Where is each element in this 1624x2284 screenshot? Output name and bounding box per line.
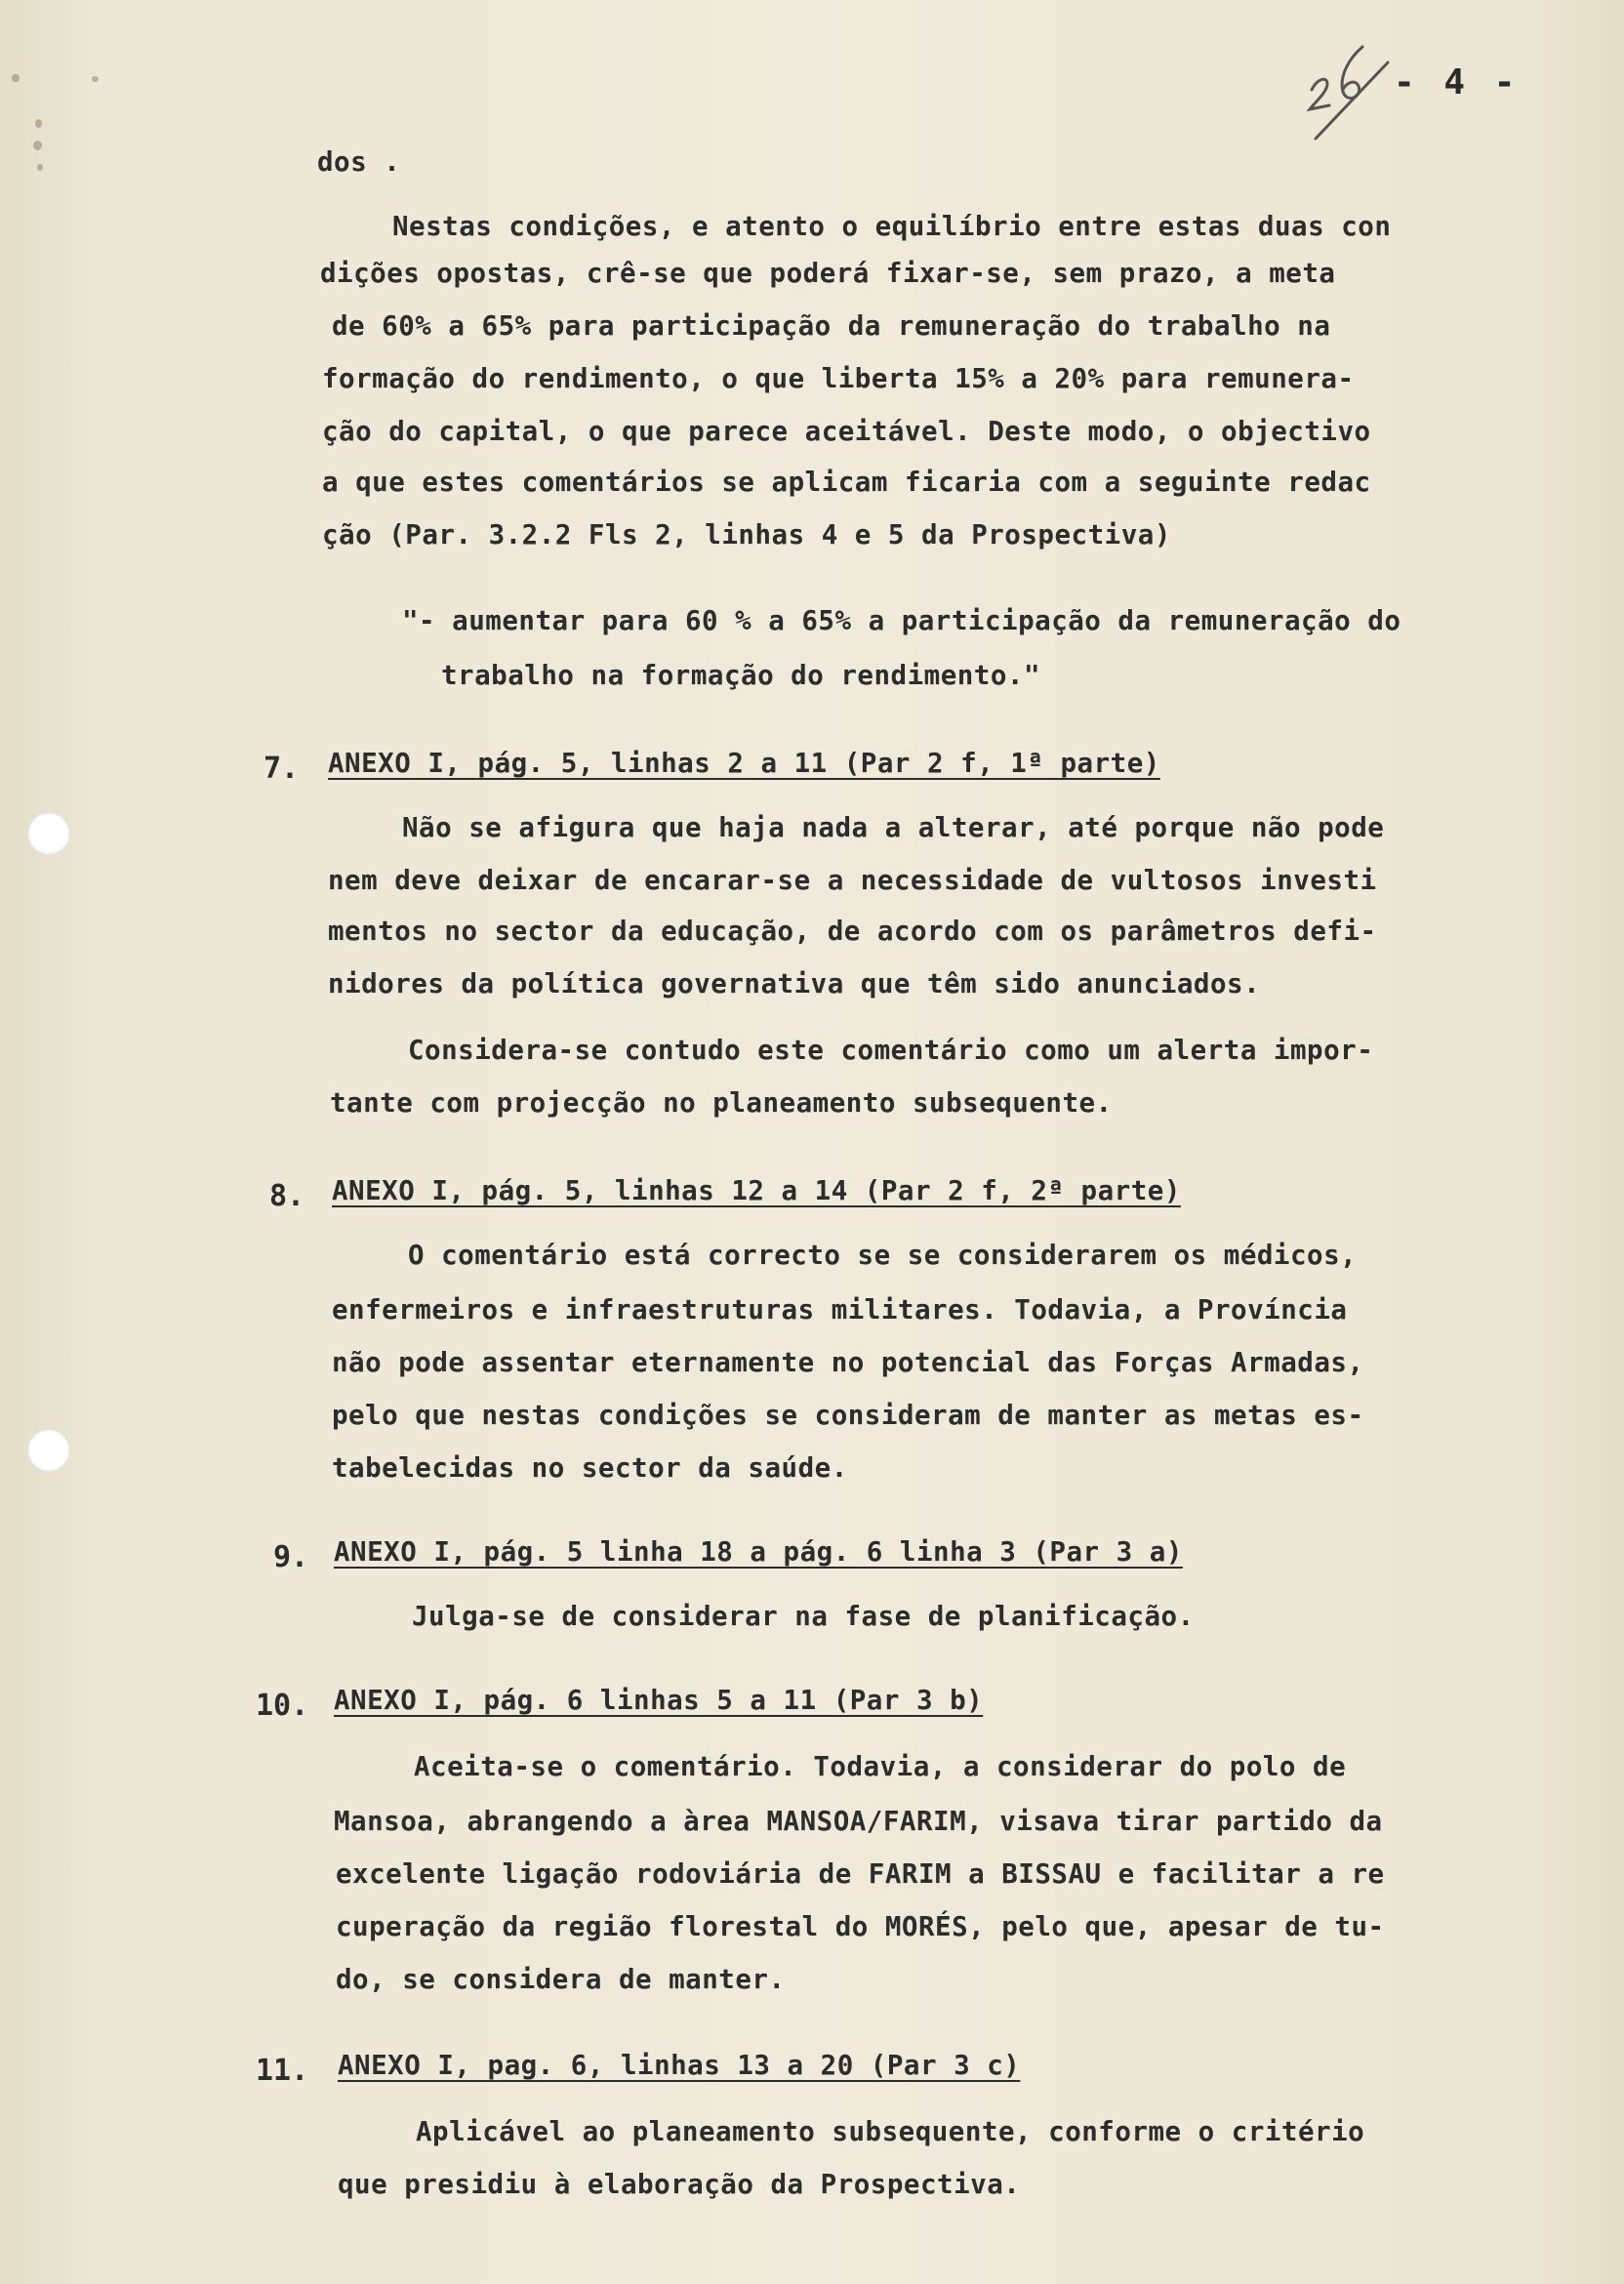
text-line: tante com projecção no planeamento subsequente. bbox=[330, 1087, 1113, 1119]
section-heading: ANEXO I, pag. 6, linhas 13 a 20 (Par 3 c) bbox=[338, 2050, 1021, 2081]
quoted-line: "- aumentar para 60 % a 65% a participação da remuneração do bbox=[402, 605, 1401, 636]
text-line: Mansoa, abrangendo a àrea MANSOA/FARIM, visava tirar partido da bbox=[334, 1806, 1383, 1837]
text-line: O comentário está correcto se se considerarem os médicos, bbox=[408, 1240, 1358, 1271]
text-line: dições opostas, crê-se que poderá fixar-se, sem prazo, a meta bbox=[320, 258, 1336, 289]
text-line: ção do capital, o que parece aceitável. Deste modo, o objectivo bbox=[322, 416, 1371, 447]
quoted-line: trabalho na formação do rendimento." bbox=[441, 660, 1041, 691]
text-line: formação do rendimento, o que liberta 15% a 20% para remunera- bbox=[322, 363, 1355, 394]
item-number: 10. bbox=[256, 1689, 309, 1723]
text-line: nidores da política governativa que têm sido anunciados. bbox=[328, 968, 1261, 999]
text-line: excelente ligação rodoviária de FARIM a BISSAU e facilitar a re bbox=[336, 1858, 1385, 1890]
text-line: ção (Par. 3.2.2 Fls 2, linhas 4 e 5 da Prospectiva) bbox=[322, 519, 1171, 551]
item-number: 9. bbox=[273, 1540, 309, 1574]
ink-stain bbox=[12, 74, 20, 82]
text-line: Não se afigura que haja nada a alterar, até porque não pode bbox=[402, 812, 1385, 843]
section-heading: ANEXO I, pág. 5 linha 18 a pág. 6 linha 3 (Par 3 a) bbox=[334, 1536, 1183, 1568]
item-number: 11. bbox=[256, 2054, 309, 2088]
handwritten-folio-mark bbox=[1294, 37, 1401, 144]
text-line: a que estes comentários se aplicam ficaria com a seguinte redac bbox=[322, 467, 1371, 498]
text-line: Considera-se contudo este comentário como um alerta impor- bbox=[408, 1035, 1374, 1066]
ink-stain bbox=[35, 119, 42, 128]
section-heading: ANEXO I, pág. 6 linhas 5 a 11 (Par 3 b) bbox=[334, 1685, 984, 1716]
item-number: 7. bbox=[264, 752, 300, 786]
page-number: - 4 - bbox=[1394, 62, 1520, 102]
section-heading: ANEXO I, pág. 5, linhas 12 a 14 (Par 2 f, 2ª parte) bbox=[332, 1175, 1181, 1206]
text-line: enfermeiros e infraestruturas militares. Todavia, a Província bbox=[332, 1294, 1348, 1326]
section-heading: ANEXO I, pág. 5, linhas 2 a 11 (Par 2 f, 1ª parte) bbox=[328, 748, 1160, 779]
ink-stain bbox=[92, 76, 99, 82]
text-line: do, se considera de manter. bbox=[336, 1964, 786, 1995]
ink-stain bbox=[33, 141, 42, 150]
text-line: Julga-se de considerar na fase de planificação. bbox=[412, 1601, 1195, 1632]
punch-hole bbox=[27, 812, 70, 855]
text-line: cuperação da região florestal do MORÉS, pelo que, apesar de tu- bbox=[336, 1911, 1385, 1942]
item-number: 8. bbox=[269, 1179, 305, 1213]
text-line: mentos no sector da educação, de acordo com os parâmetros defi- bbox=[328, 916, 1377, 947]
text-line: Aceita-se o comentário. Todavia, a considerar do polo de bbox=[414, 1751, 1347, 1782]
text-line: que presidiu à elaboração da Prospectiva. bbox=[338, 2169, 1021, 2200]
text-line: dos . bbox=[317, 146, 401, 178]
text-line: nem deve deixar de encarar-se a necessidade de vultosos investi bbox=[328, 865, 1377, 896]
text-line: tabelecidas no sector da saúde. bbox=[332, 1452, 848, 1484]
ink-stain bbox=[37, 164, 43, 171]
text-line: pelo que nestas condições se consideram de manter as metas es- bbox=[332, 1400, 1364, 1431]
punch-hole bbox=[27, 1429, 70, 1472]
text-line: não pode assentar eternamente no potencial das Forças Armadas, bbox=[332, 1347, 1364, 1378]
text-line: de 60% a 65% para participação da remuneração do trabalho na bbox=[332, 310, 1331, 342]
text-line: Aplicável ao planeamento subsequente, conforme o critério bbox=[416, 2116, 1365, 2147]
text-line: Nestas condições, e atento o equilíbrio entre estas duas con bbox=[392, 211, 1392, 242]
